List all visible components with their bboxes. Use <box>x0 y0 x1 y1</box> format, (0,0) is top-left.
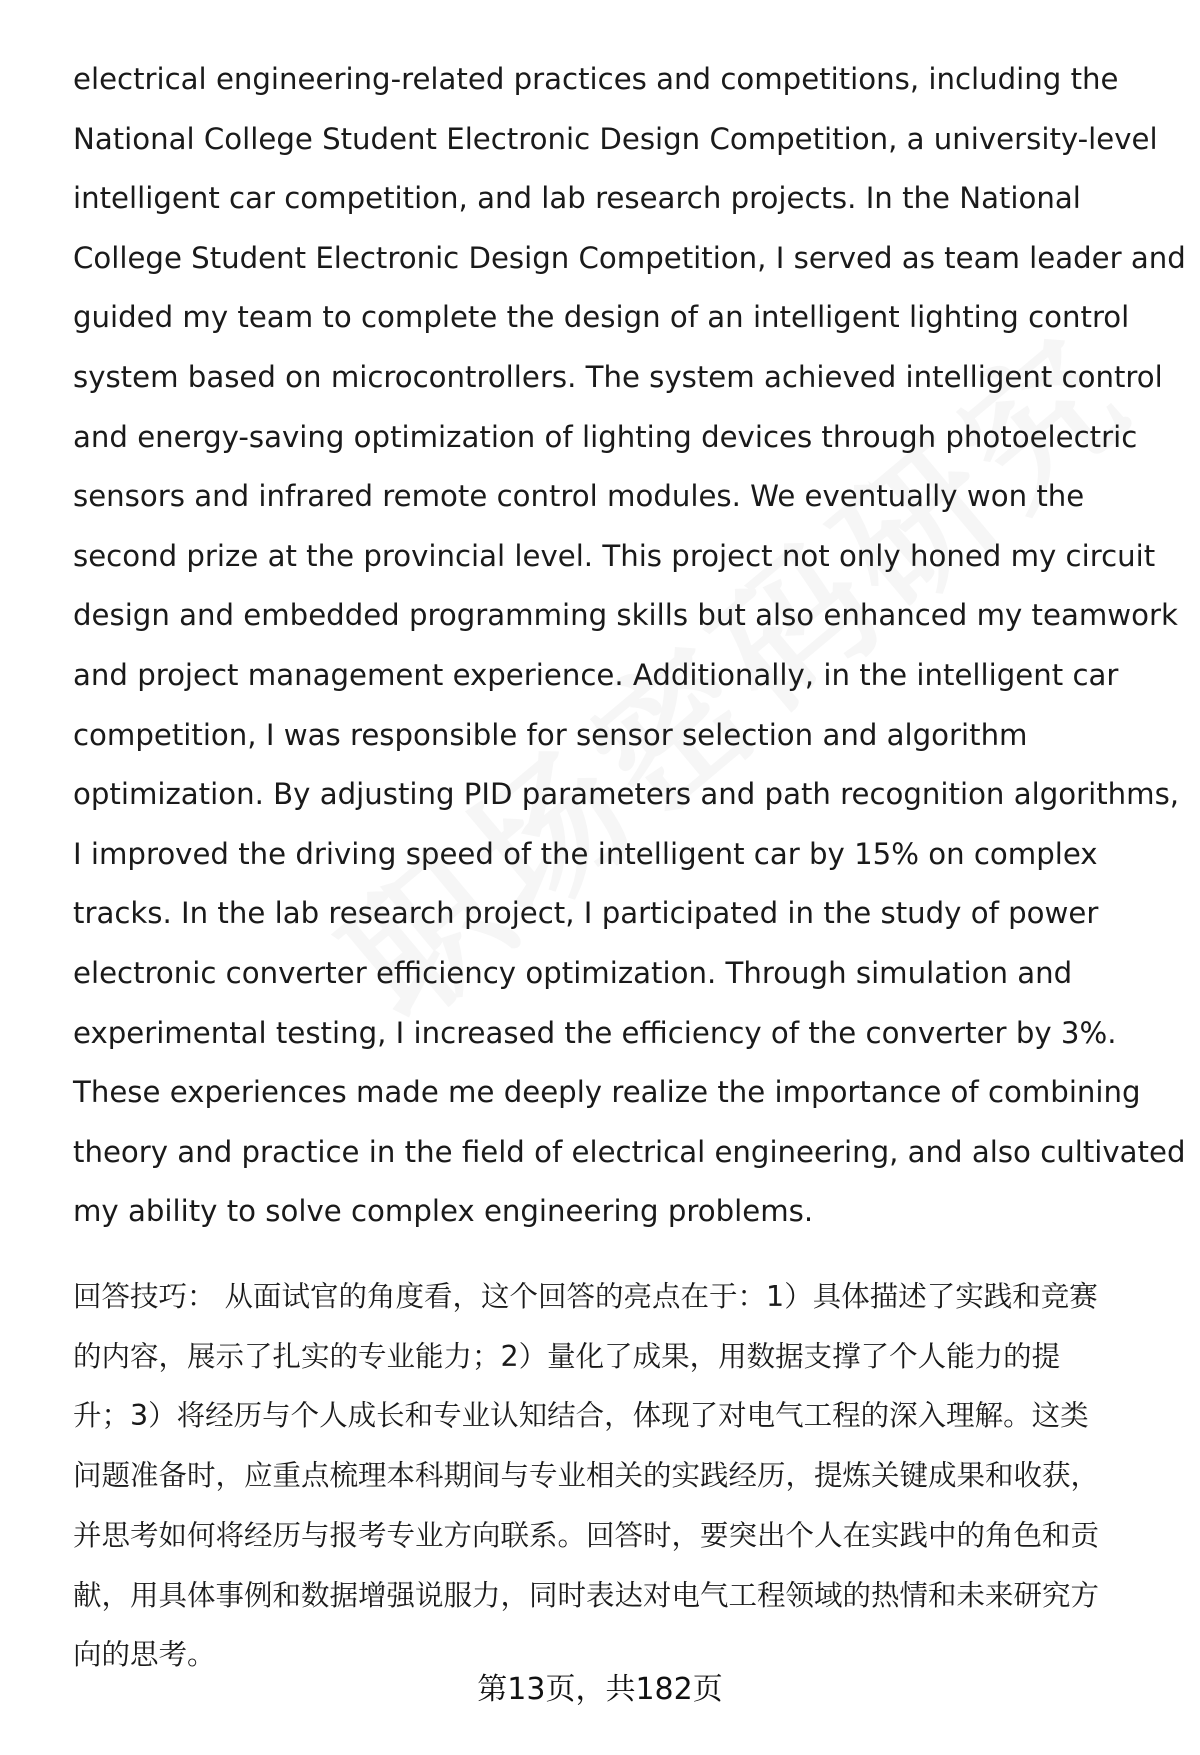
answer-line: theory and practice in the field of electrical engineering, and also cultivated <box>73 1134 1186 1169</box>
tips-line: 献，用具体事例和数据增强说服力，同时表达对电气工程领域的热情和未来研究方 <box>73 1578 1100 1612</box>
tips-line: 回答技巧： 从面试官的角度看，这个回答的亮点在于：1）具体描述了实践和竞赛 <box>73 1280 1098 1313</box>
answer-line: design and embedded programming skills but also enhanced my teamwork <box>73 598 1178 633</box>
answer-line: sensors and infrared remote control modules. We eventually won the <box>73 479 1085 514</box>
answer-line: guided my team to complete the design of an intelligent lighting control <box>73 300 1130 335</box>
answer-line: I improved the driving speed of the intelligent car by 15% on complex <box>73 836 1098 871</box>
answer-line: system based on microcontrollers. The system achieved intelligent control <box>73 359 1163 394</box>
answer-line: electrical engineering-related practices and competitions, including the <box>73 62 1119 96</box>
tips-line: 升；3）将经历与个人成长和专业认知结合，体现了对电气工程的深入理解。这类 <box>73 1399 1089 1433</box>
tips-line: 问题准备时，应重点梳理本科期间与专业相关的实践经历，提炼关键成果和收获， <box>73 1459 1100 1493</box>
answer-line: competition, I was responsible for sensor selection and algorithm <box>73 717 1028 752</box>
answer-line: and energy-saving optimization of lighting devices through photoelectric <box>73 419 1138 454</box>
answer-tips-paragraph <box>73 1267 1153 1685</box>
tips-line: 的内容，展示了扎实的专业能力；2）量化了成果，用数据支撑了个人能力的提 <box>73 1339 1061 1373</box>
page-number: 第13页，共182页 <box>477 1672 723 1707</box>
answer-line: second prize at the provincial level. This project not only honed my circuit <box>73 538 1156 573</box>
answer-line: These experiences made me deeply realize the importance of combining <box>73 1075 1141 1110</box>
answer-line: my ability to solve complex engineering problems. <box>73 1194 814 1229</box>
tips-line: 向的思考。 <box>73 1638 216 1672</box>
tips-line: 并思考如何将经历与报考专业方向联系。回答时，要突出个人在实践中的角色和贡 <box>73 1518 1100 1552</box>
answer-line: intelligent car competition, and lab research projects. In the National <box>73 181 1081 216</box>
answer-line: electronic converter efficiency optimization. Through simulation and <box>73 955 1073 990</box>
answer-line: National College Student Electronic Design Competition, a university-level <box>73 121 1158 156</box>
answer-paragraph <box>73 50 1186 1242</box>
answer-line: tracks. In the lab research project, I participated in the study of power <box>73 896 1099 931</box>
answer-line: experimental testing, I increased the efficiency of the converter by 3%. <box>73 1015 1117 1050</box>
answer-line: optimization. By adjusting PID parameters and path recognition algorithms, <box>73 777 1180 812</box>
answer-line: and project management experience. Additionally, in the intelligent car <box>73 657 1119 692</box>
answer-line: College Student Electronic Design Competition, I served as team leader and <box>73 240 1186 275</box>
